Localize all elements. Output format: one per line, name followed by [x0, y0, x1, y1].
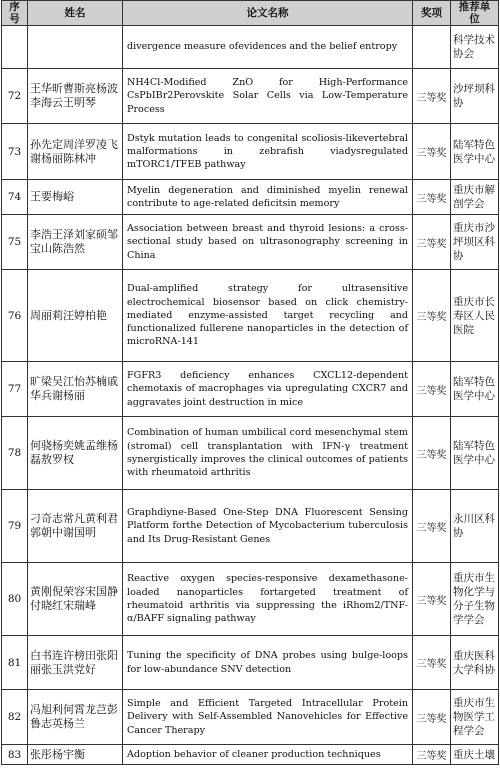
- award-level: [413, 26, 451, 69]
- row-number: 73: [2, 124, 28, 180]
- author-names: 冯旭利何霄龙芑彭鲁志英杨兰: [28, 690, 123, 745]
- recommending-unit: 陆军特色医学中心: [451, 362, 499, 417]
- row-number: 75: [2, 215, 28, 270]
- table-row: [2, 490, 499, 563]
- author-names: 黄刚倪荣容宋国静付晓红宋瑞峰: [28, 563, 123, 636]
- recommending-unit: 重庆医科大学科协: [451, 636, 499, 690]
- author-names: 李浩王泽刘家硕邹宝山陈浩然: [28, 215, 123, 270]
- paper-title: Adoption behavior of cleaner production techniques: [123, 745, 413, 765]
- paper-title: Tuning the specificity of DNA probes using bulge-loops for low-abundance SNV detection: [123, 636, 413, 690]
- row-number: 78: [2, 417, 28, 490]
- author-names: 孙先定周洋罗凌飞谢杨丽陈林冲: [28, 124, 123, 180]
- award-table: [1, 0, 499, 765]
- recommending-unit: 重庆市生物医学工程学会: [451, 690, 499, 745]
- recommending-unit: 重庆土壤: [451, 745, 499, 765]
- row-number: 76: [2, 270, 28, 362]
- paper-title: Reactive oxygen species-responsive dexamethasone-loaded nanoparticles fortargeted treatment of rheumatoid arthritis via suppressing the iRhom2/TNF-α/BAFF signaling pathway: [123, 563, 413, 636]
- award-level: 三等奖: [413, 69, 451, 124]
- paper-title: divergence measure ofevidences and the belief entropy: [123, 26, 413, 69]
- author-names: 张彤杨宇衡: [28, 745, 123, 765]
- table-row: [2, 690, 499, 745]
- award-level: 三等奖: [413, 417, 451, 490]
- row-number: 83: [2, 745, 28, 765]
- table-row: [2, 124, 499, 180]
- row-number: 82: [2, 690, 28, 745]
- paper-title: Myelin degeneration and diminished myelin renewal contribute to age-related deficitsin memory: [123, 180, 413, 215]
- award-level: 三等奖: [413, 124, 451, 180]
- recommending-unit: 永川区科协: [451, 490, 499, 563]
- award-level: 三等奖: [413, 636, 451, 690]
- table-row: [2, 215, 499, 270]
- table-row: [2, 563, 499, 636]
- row-number: 72: [2, 69, 28, 124]
- author-names: 白书连许榜田张阳丽张玉洪党好: [28, 636, 123, 690]
- award-level: 三等奖: [413, 690, 451, 745]
- award-level: 三等奖: [413, 745, 451, 765]
- author-names: 王华昕曹斯亮杨波李海云王明琴: [28, 69, 123, 124]
- recommending-unit: 沙坪坝科协: [451, 69, 499, 124]
- row-number: 77: [2, 362, 28, 417]
- row-number: 79: [2, 490, 28, 563]
- table-row: [2, 180, 499, 215]
- table-header-row: [2, 1, 499, 26]
- recommending-unit: 重庆市长寿区人民医院: [451, 270, 499, 362]
- row-number: 81: [2, 636, 28, 690]
- author-names: [28, 26, 123, 69]
- table-row: [2, 362, 499, 417]
- paper-title: Graphdiyne-Based One-Step DNA Fluorescent Sensing Platform forthe Detection of Mycobacterium tuberculosis and Its Drug-Resistant Genes: [123, 490, 413, 563]
- paper-title: Association between breast and thyroid lesions: a cross-sectional study based on ultrasonography screening in China: [123, 215, 413, 270]
- award-level: 三等奖: [413, 362, 451, 417]
- table-row: [2, 745, 499, 765]
- author-names: 周丽莉汪婷柏艳: [28, 270, 123, 362]
- award-level: 三等奖: [413, 563, 451, 636]
- recommending-unit: 重庆市沙坪坝区科协: [451, 215, 499, 270]
- recommending-unit: 重庆市生物化学与分子生物学学会: [451, 563, 499, 636]
- table-row: [2, 26, 499, 69]
- header-name: 姓名: [28, 1, 123, 26]
- award-level: 三等奖: [413, 215, 451, 270]
- recommending-unit: 陆军特色医学中心: [451, 417, 499, 490]
- table-row: [2, 636, 499, 690]
- recommending-unit: 重庆市解剖学会: [451, 180, 499, 215]
- table-row: [2, 270, 499, 362]
- row-number: [2, 26, 28, 69]
- paper-title: Simple and Efficient Targeted Intracellular Protein Delivery with Self-Assembled Nanovehicles for Effective Cancer Therapy: [123, 690, 413, 745]
- award-level: 三等奖: [413, 490, 451, 563]
- author-names: 何骁杨奕姚孟维杨磊敖罗权: [28, 417, 123, 490]
- author-names: 王要梅峪: [28, 180, 123, 215]
- paper-title: Dstyk mutation leads to congenital scoliosis-likevertebral malformations in zebrafish viadysregulated mTORC1/TFEB pathway: [123, 124, 413, 180]
- award-level: 三等奖: [413, 270, 451, 362]
- row-number: 74: [2, 180, 28, 215]
- award-level: 三等奖: [413, 180, 451, 215]
- author-names: 旷梁吴江怡苏楠戚华兵谢杨丽: [28, 362, 123, 417]
- header-title: 论文名称: [123, 1, 413, 26]
- author-names: 刁奇志常凡黄利君郭朝中谢国明: [28, 490, 123, 563]
- row-number: 80: [2, 563, 28, 636]
- paper-title: Dual-amplified strategy for ultrasensitive electrochemical biosensor based on click chemistry-mediated enzyme-assisted target recycling and functionalized fullerene nanoparticles in the detection of microRNA-141: [123, 270, 413, 362]
- header-unit: 推荐单位: [451, 1, 499, 26]
- paper-title: Combination of human umbilical cord mesenchymal stem (stromal) cell transplantation with IFN-γ treatment synergistically improves the clinical outcomes of patients with rheumatoid arthritis: [123, 417, 413, 490]
- table-row: [2, 417, 499, 490]
- header-no: 序号: [2, 1, 28, 26]
- paper-title: NH4Cl-Modified ZnO for High-Performance CsPbIBr2Perovskite Solar Cells via Low-Temperature Process: [123, 69, 413, 124]
- recommending-unit: 科学技术协会: [451, 26, 499, 69]
- recommending-unit: 陆军特色医学中心: [451, 124, 499, 180]
- paper-title: FGFR3 deficiency enhances CXCL12-dependent chemotaxis of macrophages via upregulating CXCR7 and aggravates joint destruction in mice: [123, 362, 413, 417]
- header-award: 奖项: [413, 1, 451, 26]
- table-row: [2, 69, 499, 124]
